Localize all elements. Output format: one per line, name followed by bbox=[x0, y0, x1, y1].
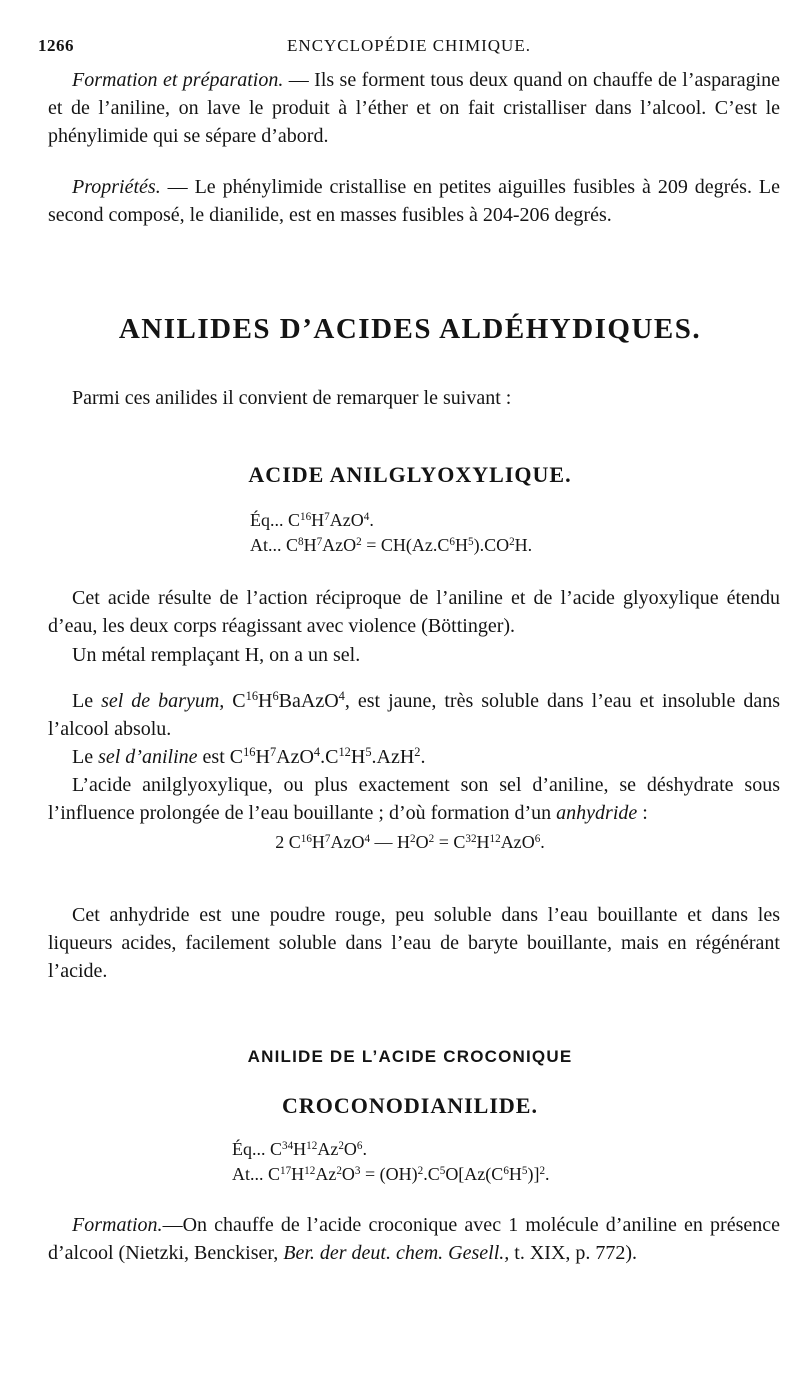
running-header bbox=[38, 36, 780, 60]
paragraph-proprietes bbox=[48, 173, 780, 229]
paragraph-deshydratation: L’acide anilglyoxylique, ou plus exactement son sel d’aniline, se déshydrate sous l’influence prolongée de l’eau bouillante ; d’où formation d’un anhydride : bbox=[48, 774, 780, 824]
paragraph-lead: Formation et préparation. bbox=[72, 69, 284, 91]
paragraph-intro: Parmi ces anilides il convient de remarquer le suivant : bbox=[72, 387, 512, 409]
formula-value: $C^8H^7AzO^2 = CH(Az.C^6H^5).CO^2H$. bbox=[286, 535, 533, 555]
formula-sel-aniline: $C^{16}H^7AzO^4.C^{12}H^5.AzH^2$. bbox=[229, 745, 426, 768]
paragraph-formation bbox=[48, 66, 780, 150]
page-number: 1266 bbox=[38, 36, 74, 55]
section-title: ANILIDES D’ACIDES ALDÉHYDIQUES. bbox=[118, 313, 702, 345]
formula-atomic bbox=[232, 1164, 550, 1185]
paragraph-metal: Un métal remplaçant H, on a un sel. bbox=[72, 644, 361, 666]
paragraph-anhydride: Cet anhydride est une poudre rouge, peu soluble dans l’eau bouillante et dans les liqueurs acides, facilement soluble dans l’eau de baryte bouillante, mais en régénérant l’acide. bbox=[48, 904, 780, 982]
formula-value: $C^{16}H^7AzO^4$. bbox=[288, 510, 374, 530]
formula-equivalent bbox=[250, 510, 374, 531]
paragraph-formation-croconique: Formation.—On chauffe de l’acide croconique avec 1 molécule d’aniline en présence d’alcool (Nietzki, Benckiser, Ber. der deut. chem. Gesell., t. XIX, p. 772). bbox=[48, 1214, 780, 1264]
formula-atomic bbox=[250, 535, 532, 556]
formula-label: Éq... bbox=[232, 1139, 266, 1159]
formula-equivalent bbox=[232, 1139, 367, 1160]
formula-label: Éq... bbox=[250, 510, 284, 530]
running-title: ENCYCLOPÉDIE CHIMIQUE. bbox=[287, 36, 531, 55]
compound-title-croconodianilide: CROCONODIANILIDE. bbox=[282, 1093, 538, 1118]
formula-value: $C^{34}H^{12}Az^2O^6$. bbox=[270, 1139, 367, 1159]
paragraph-text: — Le phénylimide cristallise en petites aiguilles fusibles à 209 degrés. Le second composé, le dianilide, est en masses fusibles à 204-206 degrés. bbox=[48, 176, 780, 226]
paragraph-lead: Propriétés. bbox=[72, 176, 161, 198]
paragraph-acide-origine: Cet acide résulte de l’action réciproque de l’aniline et de l’acide glyoxylique étendu d’eau, les deux corps réagissant avec violence (Böttinger). bbox=[48, 587, 780, 637]
formula-anhydride: 2 $C^{16}H^7AzO^4$ — $H^2O^2 = C^{32}H^{12}AzO^6$. bbox=[275, 832, 545, 852]
formula-label: At... bbox=[232, 1164, 264, 1184]
formula-label: At... bbox=[250, 535, 282, 555]
reference-journal: Ber. der deut. chem. Gesell., bbox=[283, 1242, 510, 1264]
formula-baryum: $C^{16}H^6BaAzO^4$ bbox=[232, 689, 345, 712]
section-title-croconique: ANILIDE DE L’ACIDE CROCONIQUE bbox=[247, 1047, 573, 1066]
paragraph-text: — Ils se forment tous deux quand on chauffe de l’asparagine et de l’aniline, on lave le produit à l’éther et on fait cristalliser dans l’alcool. C’est le phénylimide qui se sépare d’abord. bbox=[48, 69, 781, 147]
paragraph-sel-aniline: Le sel d’aniline est $C^{16}H^7AzO^4.C^{12}H^5.AzH^2$. bbox=[72, 745, 426, 768]
formula-value: $C^{17}H^{12}Az^2O^3 = (OH)^2.C^5O[Az(C^6H^5)]^2$. bbox=[268, 1164, 550, 1184]
compound-title-anilglyoxylique: ACIDE ANILGLYOXYLIQUE. bbox=[248, 462, 572, 487]
paragraph-sel-baryum: Le sel de baryum, $C^{16}H^6BaAzO^4$, est jaune, très soluble dans l’eau et insoluble dans l’alcool absolu. bbox=[48, 689, 781, 740]
